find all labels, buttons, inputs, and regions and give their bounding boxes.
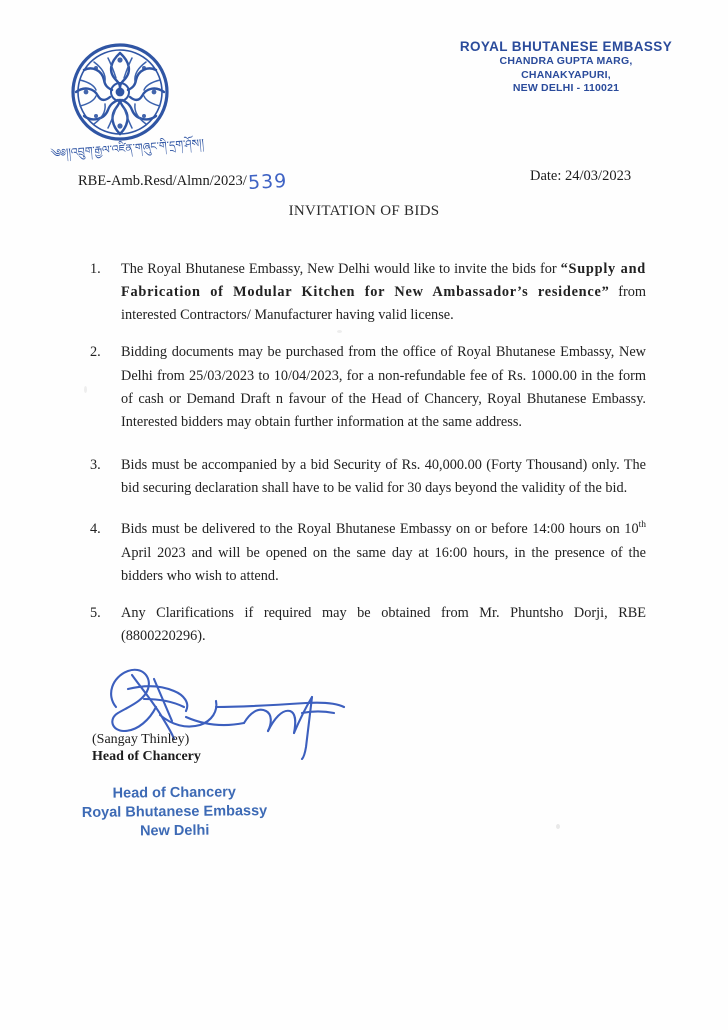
royal-bhutan-seal-emblem [50,40,205,165]
clause-text-part2: April 2023 and will be opened on the same day at 16:00 hours, in the presence of the bidders who wish to attend. [121,544,646,584]
letterhead-address-block [430,38,702,96]
clause-item [88,454,646,500]
clause-text: Bidding documents may be purchased from the office of Royal Bhutanese Embassy, New Delhi from 25/03/2023 to 10/04/2023, for a non-refundable fee of Rs. 1000.00 in the form of cash or Demand Draft n favour of the Head of Chancery, Royal Bhutanese Embassy. Interested bidders may obtain further information at the same address. [121,344,646,430]
clause-number: 1. [90,261,101,277]
organisation-name: ROYAL BHUTANESE EMBASSY [459,39,673,54]
clause-item [88,341,646,434]
clause-text: Any Clarifications if required may be obtained from Mr. Phuntsho Dorji, RBE (8800220296). [121,604,646,645]
clause-number: 2. [90,344,101,361]
clause-text-before: The Royal Bhutanese Embassy, New Delhi would like to invite the bids for [121,261,561,277]
signatory-role: Head of Chancery [92,749,201,764]
official-rubber-stamp [72,783,278,842]
clause-item [88,258,646,327]
clause-bold-subject: “Supply and Fabrication of Modular Kitchen for New Ambassador’s residence” [121,261,646,301]
clause-text: Bids must be accompanied by a bid Security of Rs. 40,000.00 (Forty Thousand) only. The bid securing declaration shall have to be valid for 30 days beyond the validity of the bid. [121,457,646,497]
address-line-1: CHANDRA GUPTA MARG, [499,55,633,68]
document-body [88,258,646,661]
clause-text-after: from interested Contractors/ Manufacturer having valid license. [121,284,646,324]
scan-speck [84,386,87,393]
document-date: Date: 24/03/2023 [530,168,632,184]
stamp-line-2: Royal Bhutanese Embassy [81,802,268,821]
scan-speck [337,330,342,333]
document-title: INVITATION OF BIDS [288,203,440,219]
stamp-line-3: New Delhi [139,822,210,840]
emblem-dzongkha-script: ༄༅།།འབྲུག་རྒྱལ་འཛིན་གཞུང་གི་དྲག་ཤོས།། [50,136,205,161]
reference-handwritten-number: 539 [247,169,288,195]
ordinal-suffix: th [638,520,646,531]
clause-number: 3. [90,457,101,474]
address-line-3: NEW DELHI - 110021 [512,82,620,95]
signatory-name: (Sangay Thinley) [92,732,190,747]
address-line-2: CHANAKYAPURI, [521,68,611,81]
clause-number: 4. [90,521,101,538]
clause-number: 5. [90,604,101,621]
reference-number [78,168,288,195]
signature-block [88,660,418,770]
clause-item [88,518,646,587]
stamp-line-1: Head of Chancery [112,784,237,802]
scan-speck [556,824,560,829]
clause-text-part1: Bids must be delivered to the Royal Bhutanese Embassy on or before 14:00 hours on 10 [121,521,639,538]
clause-item [88,602,646,648]
reference-label: RBE-Amb.Resd/Almn/2023/ [78,173,247,189]
